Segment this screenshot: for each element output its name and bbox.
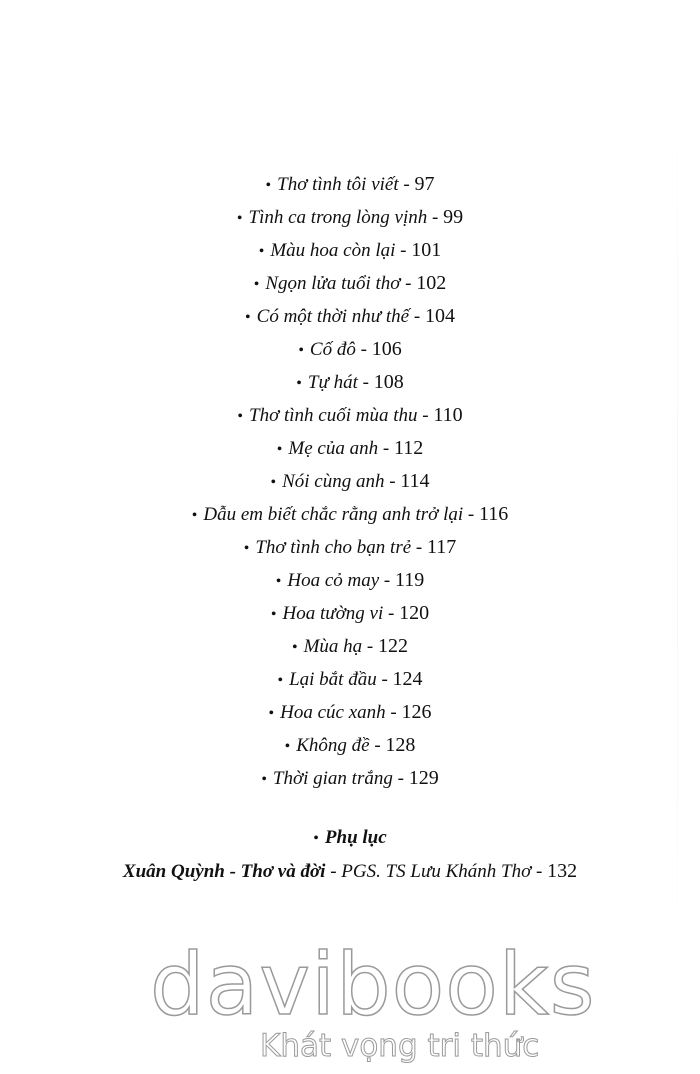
bullet-icon: • <box>253 276 260 293</box>
appendix-page-number: 132 <box>547 860 578 882</box>
bullet-icon: • <box>313 830 319 847</box>
toc-entry-separator: - <box>362 636 378 657</box>
toc-entry-separator: - <box>384 471 401 492</box>
toc-entry-page-number: 126 <box>401 701 432 723</box>
toc-entry-page-number: 122 <box>378 635 408 657</box>
toc-entry-page-number: 120 <box>399 602 430 624</box>
toc-entry-separator: - <box>398 174 415 195</box>
toc-entry-title: Tự hát <box>307 372 358 393</box>
bullet-icon: • <box>265 177 272 194</box>
bullet-icon: • <box>243 540 250 557</box>
toc-entry-separator: - <box>392 768 409 789</box>
watermark <box>150 935 596 1070</box>
toc-entry-separator: - <box>378 438 394 459</box>
toc-entry-title: Lại bắt đầu <box>289 669 377 690</box>
table-of-contents <box>0 168 700 795</box>
toc-entry <box>0 234 700 267</box>
bullet-icon: • <box>291 639 298 656</box>
toc-entry-separator: - <box>383 603 400 624</box>
toc-entry <box>0 498 700 531</box>
toc-entry-title: Thời gian trắng <box>272 768 393 789</box>
toc-entry <box>0 630 700 663</box>
bullet-icon: • <box>258 243 265 260</box>
appendix-title: Xuân Quỳnh - Thơ và đời <box>122 861 326 882</box>
toc-entry <box>0 168 700 201</box>
bullet-icon: • <box>268 705 275 722</box>
toc-entry <box>0 201 700 234</box>
toc-entry <box>0 696 700 729</box>
toc-entry <box>0 762 700 795</box>
toc-entry-page-number: 124 <box>392 668 423 690</box>
bullet-icon: • <box>298 342 304 359</box>
toc-entry <box>0 399 700 432</box>
toc-entry-title: Không đề <box>296 735 370 756</box>
toc-entry-title: Ngọn lửa tuổi thơ <box>265 273 401 294</box>
toc-entry <box>0 333 700 366</box>
toc-entry-title: Hoa cúc xanh <box>280 702 386 723</box>
toc-entry-title: Mùa hạ <box>303 636 363 657</box>
toc-entry-page-number: 119 <box>394 569 425 591</box>
toc-entry-page-number: 128 <box>385 734 416 756</box>
toc-entry <box>0 267 700 300</box>
toc-entry <box>0 366 700 399</box>
toc-entry-title: Thơ tình cho bạn trẻ <box>255 537 412 558</box>
toc-entry-title: Cố đô <box>309 339 356 360</box>
toc-entry-page-number: 97 <box>414 173 435 195</box>
bullet-icon: • <box>236 210 243 227</box>
toc-entry-title: Hoa tường vi <box>282 603 384 624</box>
bullet-icon: • <box>284 738 291 755</box>
toc-entry-page-number: 101 <box>411 239 442 261</box>
toc-entry <box>0 663 700 696</box>
appendix-separator-2: - <box>531 861 548 882</box>
toc-entry-title: Thơ tình cuối mùa thu <box>249 405 418 426</box>
bullet-icon: • <box>277 672 284 689</box>
toc-entry-separator: - <box>411 537 427 558</box>
toc-entry <box>0 597 700 630</box>
toc-entry-page-number: 110 <box>433 404 463 426</box>
appendix-author: PGS. TS Lưu Khánh Thơ <box>341 861 532 882</box>
toc-entry <box>0 300 700 333</box>
toc-entry-separator: - <box>427 207 444 228</box>
bullet-icon: • <box>261 771 267 788</box>
toc-entry-title: Tình ca trong lòng vịnh <box>248 207 428 228</box>
toc-entry-page-number: 114 <box>400 470 430 492</box>
toc-entry-separator: - <box>417 405 434 426</box>
bullet-icon: • <box>275 573 282 590</box>
toc-entry-separator: - <box>369 735 386 756</box>
toc-entry-page-number: 99 <box>443 206 464 228</box>
toc-entry-title: Dẫu em biết chắc rằng anh trở lại <box>203 504 464 525</box>
bullet-icon: • <box>245 309 251 326</box>
appendix-entry <box>0 856 700 887</box>
toc-entry-separator: - <box>376 669 393 690</box>
appendix-heading <box>0 823 700 854</box>
toc-entry-page-number: 116 <box>478 503 509 525</box>
toc-entry <box>0 531 700 564</box>
bullet-icon: • <box>237 408 244 425</box>
bullet-icon: • <box>270 474 277 491</box>
toc-entry-page-number: 102 <box>416 272 447 294</box>
bullet-icon: • <box>270 606 277 623</box>
toc-entry-page-number: 104 <box>424 305 455 327</box>
toc-entry-separator: - <box>409 306 425 327</box>
appendix-heading-text: Phụ lục <box>324 827 387 848</box>
toc-entry-page-number: 129 <box>408 767 439 789</box>
toc-entry-title: Hoa cỏ may <box>287 570 380 591</box>
appendix-separator: - <box>325 861 342 882</box>
toc-entry-separator: - <box>463 504 479 525</box>
toc-entry-title: Có một thời như thế <box>256 306 410 327</box>
toc-entry <box>0 729 700 762</box>
toc-entry-title: Màu hoa còn lại <box>270 240 396 261</box>
toc-entry-separator: - <box>355 339 372 360</box>
toc-entry <box>0 465 700 498</box>
bullet-icon: • <box>296 375 302 392</box>
toc-entry <box>0 432 700 465</box>
bullet-icon: • <box>276 441 283 458</box>
toc-entry-title: Mẹ của anh <box>288 438 379 459</box>
toc-entry-title: Thơ tình tôi viết <box>277 174 399 195</box>
toc-entry-separator: - <box>385 702 402 723</box>
watermark-tagline: Khát vọng tri thức <box>260 1028 540 1064</box>
bullet-icon: • <box>191 507 198 524</box>
toc-entry-separator: - <box>395 240 412 261</box>
toc-entry-separator: - <box>379 570 395 591</box>
toc-entry-title: Nói cùng anh <box>282 471 385 492</box>
toc-entry-separator: - <box>400 273 417 294</box>
toc-entry-page-number: 108 <box>373 371 404 393</box>
toc-entry <box>0 564 700 597</box>
toc-entry-page-number: 112 <box>393 437 424 459</box>
toc-entry-separator: - <box>357 372 374 393</box>
watermark-brand: davibooks <box>150 935 596 1035</box>
toc-entry-page-number: 106 <box>371 338 402 360</box>
toc-entry-page-number: 117 <box>426 536 457 558</box>
